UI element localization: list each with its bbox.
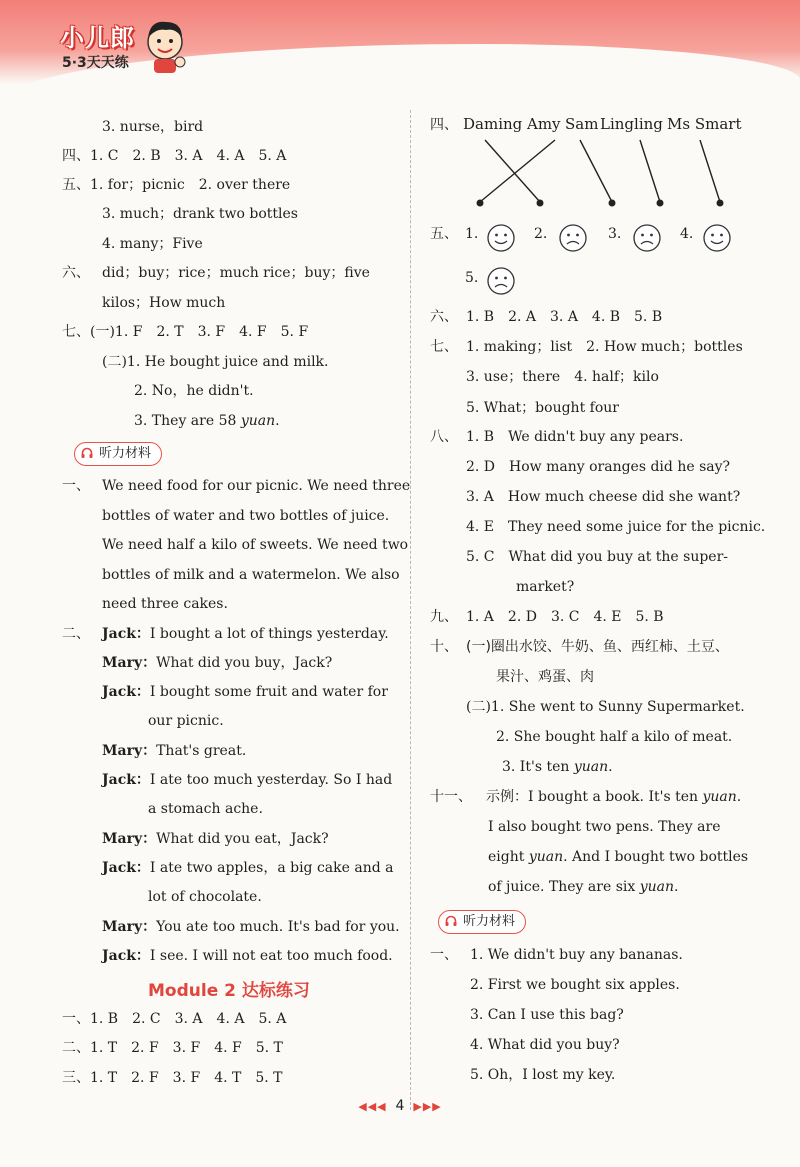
section-label: 六、 [430, 309, 458, 325]
answer-line: 1. T 2. F 3. F 4. F 5. T [90, 1040, 283, 1056]
sad-face-icon [632, 223, 662, 253]
section-label: 九、 [430, 609, 458, 625]
dialogue-line: Jack：I bought some fruit and water for [102, 684, 388, 700]
face-number: 3. [608, 226, 622, 242]
section-label: 五、 [62, 177, 90, 193]
dialogue-line: Jack：I see. I will not eat too much food. [102, 948, 393, 964]
name-ms-smart: Ms Smart [667, 115, 742, 133]
answer-line: 5. What；bought four [466, 400, 619, 416]
sad-face-icon [486, 266, 516, 296]
transcript-line: 1. We didn't buy any bananas. [470, 947, 683, 963]
answer-line: (二)1. He bought juice and milk. [102, 354, 329, 370]
section-label: 三、 [62, 1070, 90, 1086]
match-dot [537, 200, 544, 207]
answer-line: 1. making；list 2. How much；bottles [466, 339, 743, 355]
answer-line: 5. C What did you buy at the super- [466, 549, 729, 565]
dialogue-line: Mary：That's great. [102, 743, 247, 759]
answer-line: did；buy；rice；much rice；buy；five [102, 265, 370, 281]
transcript-line: 4. What did you buy? [470, 1037, 620, 1053]
dialogue-line: our picnic. [148, 713, 224, 729]
headphones-icon [81, 447, 93, 459]
listening-material-badge: 听力材料 [74, 442, 162, 466]
answer-line: 1. for；picnic 2. over there [90, 177, 291, 193]
listening-material-badge: 听力材料 [438, 910, 526, 934]
section-label: 十一、 [430, 789, 472, 805]
column-divider [410, 110, 411, 1110]
dialogue-line: Jack：I bought a lot of things yesterday. [102, 626, 389, 642]
answer-line: 3. It's ten yuan. [502, 759, 613, 775]
answer-line: kilos；How much [102, 295, 226, 311]
sad-face-icon [558, 223, 588, 253]
match-line [700, 140, 720, 202]
answer-line: 3. A How much cheese did she want? [466, 489, 741, 505]
module-title: Module 2 达标练习 [148, 981, 310, 1001]
match-line [640, 140, 660, 202]
section-label: 六、 [62, 265, 90, 281]
section-label: 七、 [62, 324, 90, 340]
answer-line: of juice. They are six yuan. [488, 879, 679, 895]
section-label: 五、 [430, 226, 458, 242]
dialogue-line: Mary：What did you eat，Jack? [102, 831, 329, 847]
answer-line: 2. She bought half a kilo of meat. [496, 729, 733, 745]
name-lingling: Lingling [600, 115, 663, 133]
transcript-line: bottles of water and two bottles of juice. [102, 508, 390, 524]
page-number: 4 [395, 1098, 405, 1114]
transcript-line: 3. Can I use this bag? [470, 1007, 624, 1023]
transcript-line: We need food for our picnic. We need three [102, 478, 411, 494]
page-footer [0, 1098, 800, 1114]
answer-line: 1. T 2. F 3. F 4. T 5. T [90, 1070, 283, 1086]
answer-line: 3. much；drank two bottles [102, 206, 298, 222]
section-label: 十、 [430, 639, 458, 655]
name-amy: Amy [527, 115, 561, 133]
answer-line: (二)1. She went to Sunny Supermarket. [466, 699, 745, 715]
answer-line: 2. No，he didn't. [134, 383, 254, 399]
matching-lines [430, 130, 770, 215]
answer-line: 1. A 2. D 3. C 4. E 5. B [466, 609, 664, 625]
dialogue-line: Mary：What did you buy，Jack? [102, 655, 333, 671]
match-dot [477, 200, 484, 207]
answer-line: (一)1. F 2. T 3. F 4. F 5. F [90, 324, 309, 340]
happy-face-icon [486, 223, 516, 253]
match-line [480, 140, 555, 202]
match-dot [609, 200, 616, 207]
answer-line: market? [516, 579, 575, 595]
happy-face-icon [702, 223, 732, 253]
transcript-line: need three cakes. [102, 596, 228, 612]
answer-line: 1. B 2. C 3. A 4. A 5. A [90, 1011, 287, 1027]
face-number: 2. [534, 226, 548, 242]
answer-line: 2. D How many oranges did he say? [466, 459, 731, 475]
section-label: 四、 [62, 148, 90, 164]
brand-subtitle: 5·3天天练 [62, 55, 129, 71]
answer-line: (一)圈出水饺、牛奶、鱼、西红柿、土豆、 [466, 639, 729, 655]
answer-line: 1. B We didn't buy any pears. [466, 429, 684, 445]
next-arrows-icon: ▶▶▶ [413, 1100, 442, 1113]
headphones-icon [445, 915, 457, 927]
answer-line: 示例：I bought a book. It's ten yuan. [486, 789, 742, 805]
answer-line: eight yuan. And I bought two bottles [488, 849, 749, 865]
answer-line: 3. They are 58 yuan. [134, 413, 280, 429]
mascot-boy-icon [140, 14, 190, 76]
section-label: 二、 [62, 626, 90, 642]
dialogue-line: a stomach ache. [148, 801, 263, 817]
dialogue-line: Jack：I ate too much yesterday. So I had [102, 772, 393, 788]
face-number: 5. [465, 270, 479, 286]
section-label: 四、 [430, 117, 458, 133]
answer-line: 果汁、鸡蛋、肉 [496, 669, 594, 685]
section-label: 二、 [62, 1040, 90, 1056]
name-sam: Sam [565, 115, 599, 133]
face-number: 1. [465, 226, 479, 242]
transcript-line: We need half a kilo of sweets. We need two [102, 537, 409, 553]
transcript-line: bottles of milk and a watermelon. We also [102, 567, 400, 583]
prev-arrows-icon: ◀◀◀ [358, 1100, 387, 1113]
match-dot [657, 200, 664, 207]
section-label: 八、 [430, 429, 458, 445]
transcript-line: 5. Oh，I lost my key. [470, 1067, 616, 1083]
brand-logo: 小儿郎 [60, 24, 135, 52]
answer-line: 1. C 2. B 3. A 4. A 5. A [90, 148, 287, 164]
dialogue-line: Jack：I ate two apples，a big cake and a [102, 860, 394, 876]
name-daming: Daming [463, 115, 523, 133]
dialogue-line: lot of chocolate. [148, 889, 262, 905]
section-label: 一、 [62, 1011, 90, 1027]
answer-line: 3. nurse，bird [102, 119, 204, 135]
match-line [580, 140, 612, 202]
section-label: 一、 [430, 947, 458, 963]
match-dot [717, 200, 724, 207]
answer-line: 4. E They need some juice for the picnic. [466, 519, 766, 535]
face-number: 4. [680, 226, 694, 242]
answer-line: 1. B 2. A 3. A 4. B 5. B [466, 309, 663, 325]
answer-line: 3. use；there 4. half；kilo [466, 369, 659, 385]
match-line [485, 140, 540, 202]
answer-line: I also bought two pens. They are [488, 819, 721, 835]
dialogue-line: Mary：You ate too much. It's bad for you. [102, 919, 400, 935]
section-label: 七、 [430, 339, 458, 355]
transcript-line: 2. First we bought six apples. [470, 977, 680, 993]
answer-line: 4. many；Five [102, 236, 203, 252]
section-label: 一、 [62, 478, 90, 494]
